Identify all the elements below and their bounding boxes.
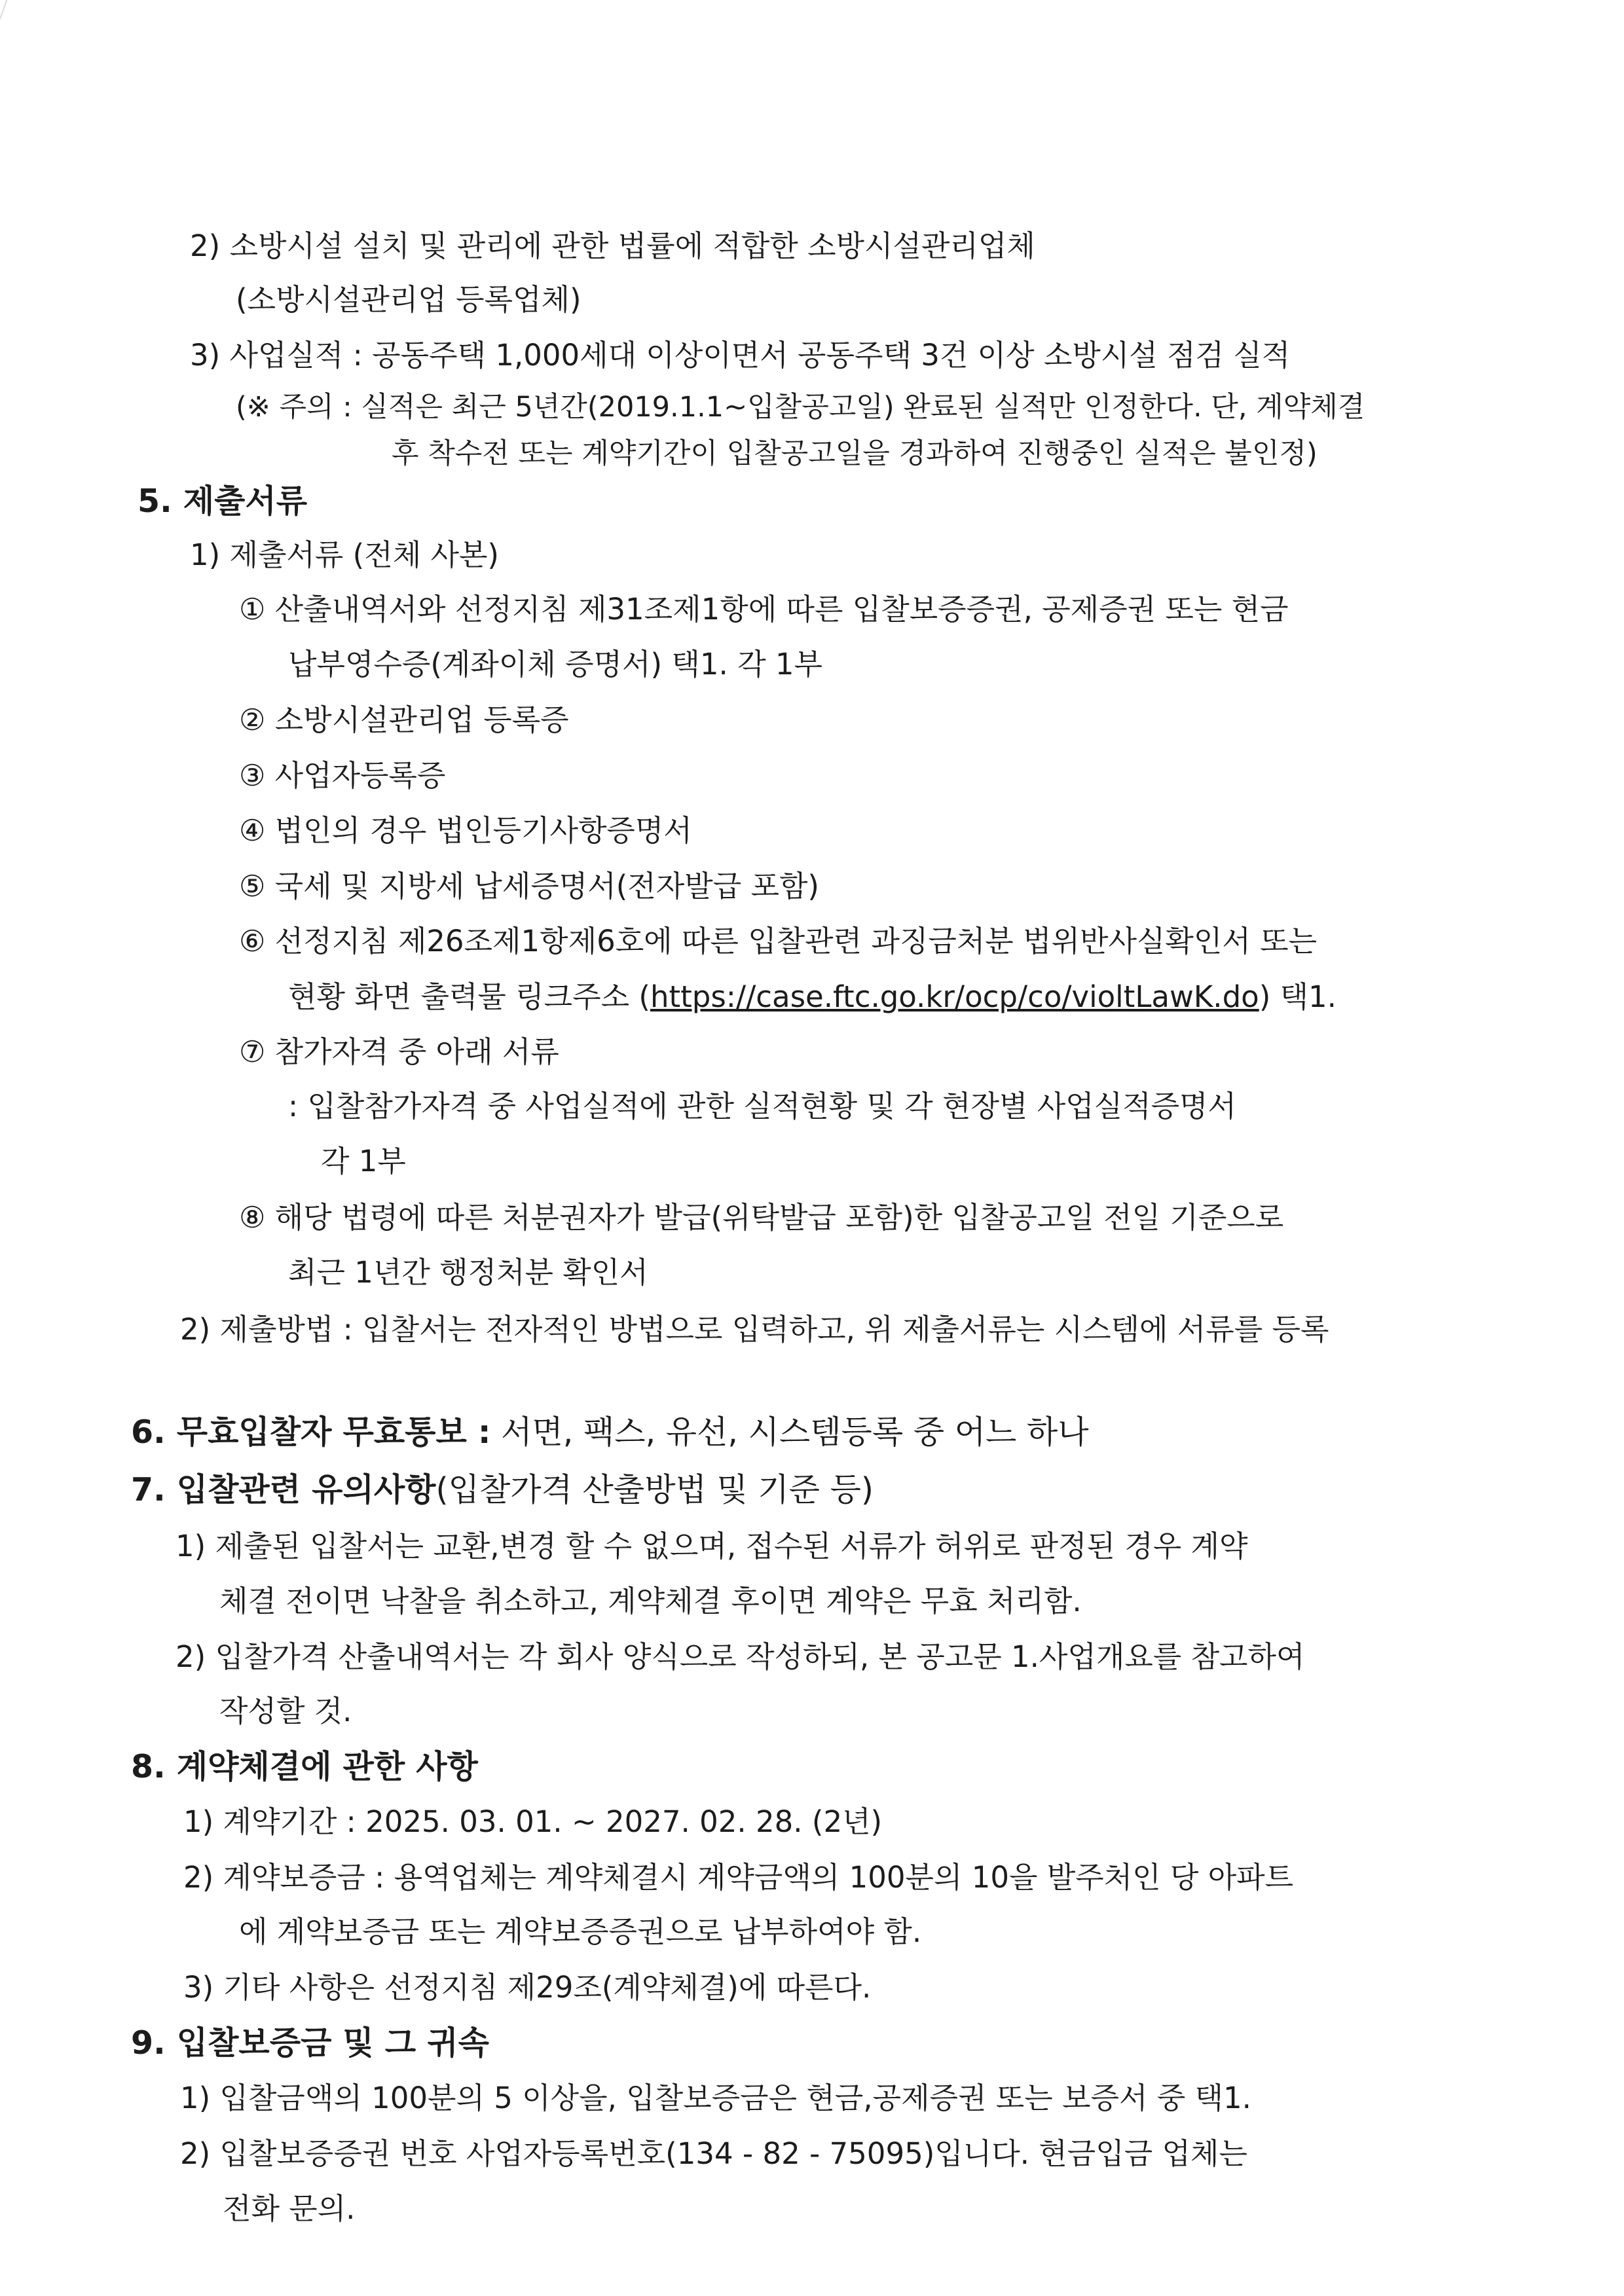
qualification-note-cont: 후 착수전 또는 계약기간이 입찰공고일을 경과하여 진행중인 실적은 불인정) bbox=[392, 437, 1318, 470]
section-9-item-2: 2) 입찰보증증권 번호 사업자등록번호(134 - 82 - 75095)입니다. 현금입금 업체는 bbox=[180, 2136, 1247, 2171]
ftc-link[interactable]: https://case.ftc.go.kr/ocp/co/violtLawK.do bbox=[650, 979, 1259, 1014]
doc-item-7-detail: : 입찰참가자격 중 사업실적에 관한 실적현황 및 각 현장별 사업실적증명서 bbox=[288, 1089, 1237, 1123]
section-6-title: 6. 무효입찰자 무효통보 : bbox=[131, 1413, 491, 1451]
qualification-note: (※ 주의 : 실적은 최근 5년간(2019.1.1~입찰공고일) 완료된 실적만 인정한다. 단, 계약체결 bbox=[236, 391, 1365, 424]
doc-item-7: ⑦ 참가자격 중 아래 서류 bbox=[239, 1034, 559, 1069]
doc-item-6-cont-text: 현황 화면 출력물 링크주소 ( bbox=[288, 979, 650, 1014]
section-9-item-1: 1) 입찰금액의 100분의 5 이상을, 입찰보증금은 현금,공제증권 또는 보증서 중 택1. bbox=[180, 2081, 1251, 2115]
section-7-item-2-cont: 작성할 것. bbox=[219, 1694, 352, 1728]
section-8-item-3: 3) 기타 사항은 선정지침 제29조(계약체결)에 따른다. bbox=[183, 1970, 872, 2005]
doc-item-4: ④ 법인의 경우 법인등기사항증명서 bbox=[239, 813, 692, 848]
doc-item-1-cont: 납부영수증(계좌이체 증명서) 택1. 각 1부 bbox=[288, 647, 822, 682]
doc-item-3: ③ 사업자등록증 bbox=[239, 758, 446, 793]
section-7-title: 7. 입찰관련 유의사항 bbox=[131, 1471, 436, 1508]
doc-item-8-cont: 최근 1년간 행정처분 확인서 bbox=[288, 1255, 648, 1290]
doc-item-8: ⑧ 해당 법령에 따른 처분권자가 발급(위탁발급 포함)한 입찰공고일 전일 기준으로 bbox=[239, 1200, 1284, 1235]
section-7-heading bbox=[131, 1472, 874, 1508]
doc-item-6-cont-tail: ) 택1. bbox=[1259, 979, 1337, 1014]
doc-item-6: ⑥ 선정지침 제26조제1항제6호에 따른 입찰관련 과징금처분 법위반사실확인서 또는 bbox=[239, 924, 1318, 958]
scan-corner-mark bbox=[0, 0, 27, 20]
section-9-heading: 9. 입찰보증금 및 그 귀속 bbox=[131, 2024, 489, 2062]
section-5-sub-2: 2) 제출방법 : 입찰서는 전자적인 방법으로 입력하고, 위 제출서류는 시스템에 서류를 등록 bbox=[180, 1312, 1329, 1347]
section-7-subtitle: (입찰가격 산출방법 및 기준 등) bbox=[435, 1471, 874, 1508]
doc-item-1: ① 산출내역서와 선정지침 제31조제1항에 따른 입찰보증증권, 공제증권 또는 현금 bbox=[239, 592, 1289, 627]
section-8-heading: 8. 계약체결에 관한 사항 bbox=[131, 1748, 478, 1785]
qualification-item-2-cont: (소방시설관리업 등록업체) bbox=[236, 282, 581, 317]
section-5-sub-1: 1) 제출서류 (전체 사본) bbox=[190, 538, 499, 572]
section-7-item-1: 1) 제출된 입찰서는 교환,변경 할 수 없으며, 접수된 서류가 허위로 판정된 경우 계약 bbox=[175, 1529, 1248, 1563]
section-8-item-1: 1) 계약기간 : 2025. 03. 01. ~ 2027. 02. 28. (2년) bbox=[183, 1804, 883, 1839]
qualification-item-3: 3) 사업실적 : 공동주택 1,000세대 이상이면서 공동주택 3건 이상 소방시설 점검 실적 bbox=[190, 338, 1291, 373]
section-8-item-2: 2) 계약보증금 : 용역업체는 계약체결시 계약금액의 100분의 10을 발주처인 당 아파트 bbox=[183, 1860, 1294, 1895]
section-5-heading: 5. 제출서류 bbox=[138, 483, 308, 520]
doc-item-2: ② 소방시설관리업 등록증 bbox=[239, 702, 569, 737]
section-7-item-1-cont: 체결 전이면 낙찰을 취소하고, 계약체결 후이면 계약은 무효 처리함. bbox=[219, 1584, 1082, 1618]
doc-item-6-cont bbox=[288, 979, 1337, 1015]
doc-item-7-detail-cont: 각 1부 bbox=[321, 1144, 406, 1178]
doc-item-5: ⑤ 국세 및 지방세 납세증명서(전자발급 포함) bbox=[239, 869, 819, 903]
section-6-heading bbox=[131, 1414, 1089, 1451]
section-7-item-2: 2) 입찰가격 산출내역서는 각 회사 양식으로 작성하되, 본 공고문 1.사업개요를 참고하여 bbox=[175, 1639, 1305, 1674]
qualification-item-2: 2) 소방시설 설치 및 관리에 관한 법률에 적합한 소방시설관리업체 bbox=[190, 228, 1035, 263]
section-8-item-2-cont: 에 계약보증금 또는 계약보증증권으로 납부하여야 함. bbox=[239, 1914, 922, 1949]
section-9-item-2-cont: 전화 문의. bbox=[223, 2191, 356, 2226]
section-6-text: 서면, 팩스, 유선, 시스템등록 중 어느 하나 bbox=[490, 1413, 1089, 1451]
